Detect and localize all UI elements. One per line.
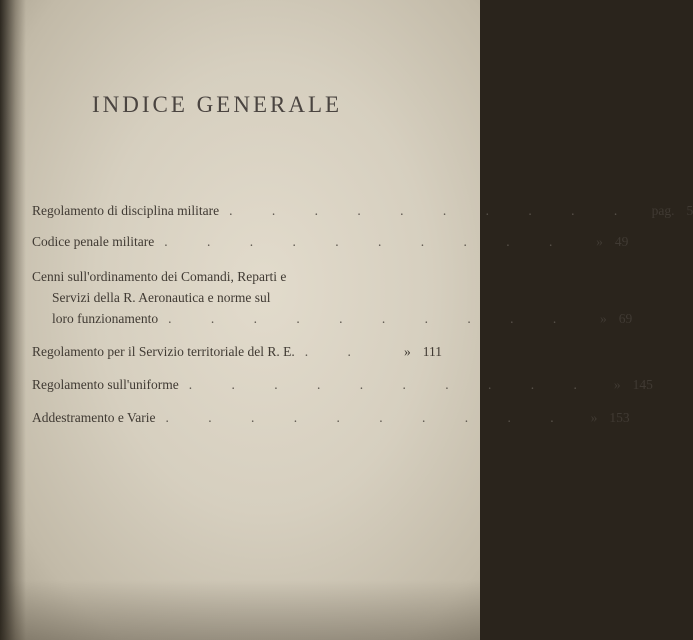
leader-dots: . . . . . . . . . . — [165, 410, 572, 425]
toc-entry-codice-penale — [32, 231, 629, 252]
page-number: 5 — [686, 203, 693, 218]
toc-entry-addestramento — [32, 407, 630, 428]
table-of-contents — [32, 200, 693, 428]
bottom-shadow — [0, 580, 480, 640]
toc-entry-servizio-territoriale — [32, 341, 442, 362]
spine-shadow — [0, 0, 26, 640]
page-reference — [572, 407, 630, 428]
toc-entry-title-line-2: Servizi della R. Aeronautica e norme sul — [52, 290, 271, 305]
page-reference — [570, 231, 628, 252]
page-title: INDICE GENERALE — [92, 92, 343, 117]
page-marker: » — [404, 344, 411, 359]
toc-entry-title: Regolamento di disciplina militare — [32, 203, 220, 218]
toc-entry-uniforme — [32, 374, 653, 395]
leader-dots: . . . . . . . . . . — [164, 234, 571, 249]
leader-dots: . . — [304, 344, 369, 359]
page-number: 145 — [632, 377, 653, 392]
page-marker: » — [613, 377, 621, 392]
toc-entry-disciplina — [32, 200, 693, 221]
leader-dots: . . . . . . . . . . — [188, 377, 595, 392]
toc-entry-title: Addestramento e Varie — [32, 410, 156, 425]
page-number: 69 — [618, 311, 633, 326]
leader-dots: . . . . . . . . . . — [168, 311, 575, 326]
toc-entry-title: Regolamento per il Servizio territoriale del R. E. — [32, 344, 295, 359]
page-reference — [384, 341, 442, 362]
page-marker: » — [596, 234, 603, 249]
toc-entry-ordinamento — [32, 266, 633, 329]
toc-entry-title: Regolamento sull'uniforme — [32, 377, 179, 392]
page-reference — [574, 308, 632, 329]
toc-entry-title: Codice penale militare — [32, 234, 155, 249]
page-number: 49 — [614, 234, 629, 249]
page-marker: » — [599, 311, 607, 326]
leader-dots: . . . . . . . . . . — [229, 203, 636, 218]
page-marker: » — [590, 410, 598, 425]
page-marker: pag. — [651, 203, 675, 218]
page-reference — [595, 374, 653, 395]
toc-entry-title-line-1: Cenni sull'ordinamento dei Comandi, Reparti e — [32, 269, 287, 284]
page-number: 111 — [422, 344, 442, 359]
page-reference — [635, 200, 693, 221]
page-number: 153 — [609, 410, 630, 425]
toc-entry-title-line-3: loro funzionamento — [52, 311, 159, 326]
